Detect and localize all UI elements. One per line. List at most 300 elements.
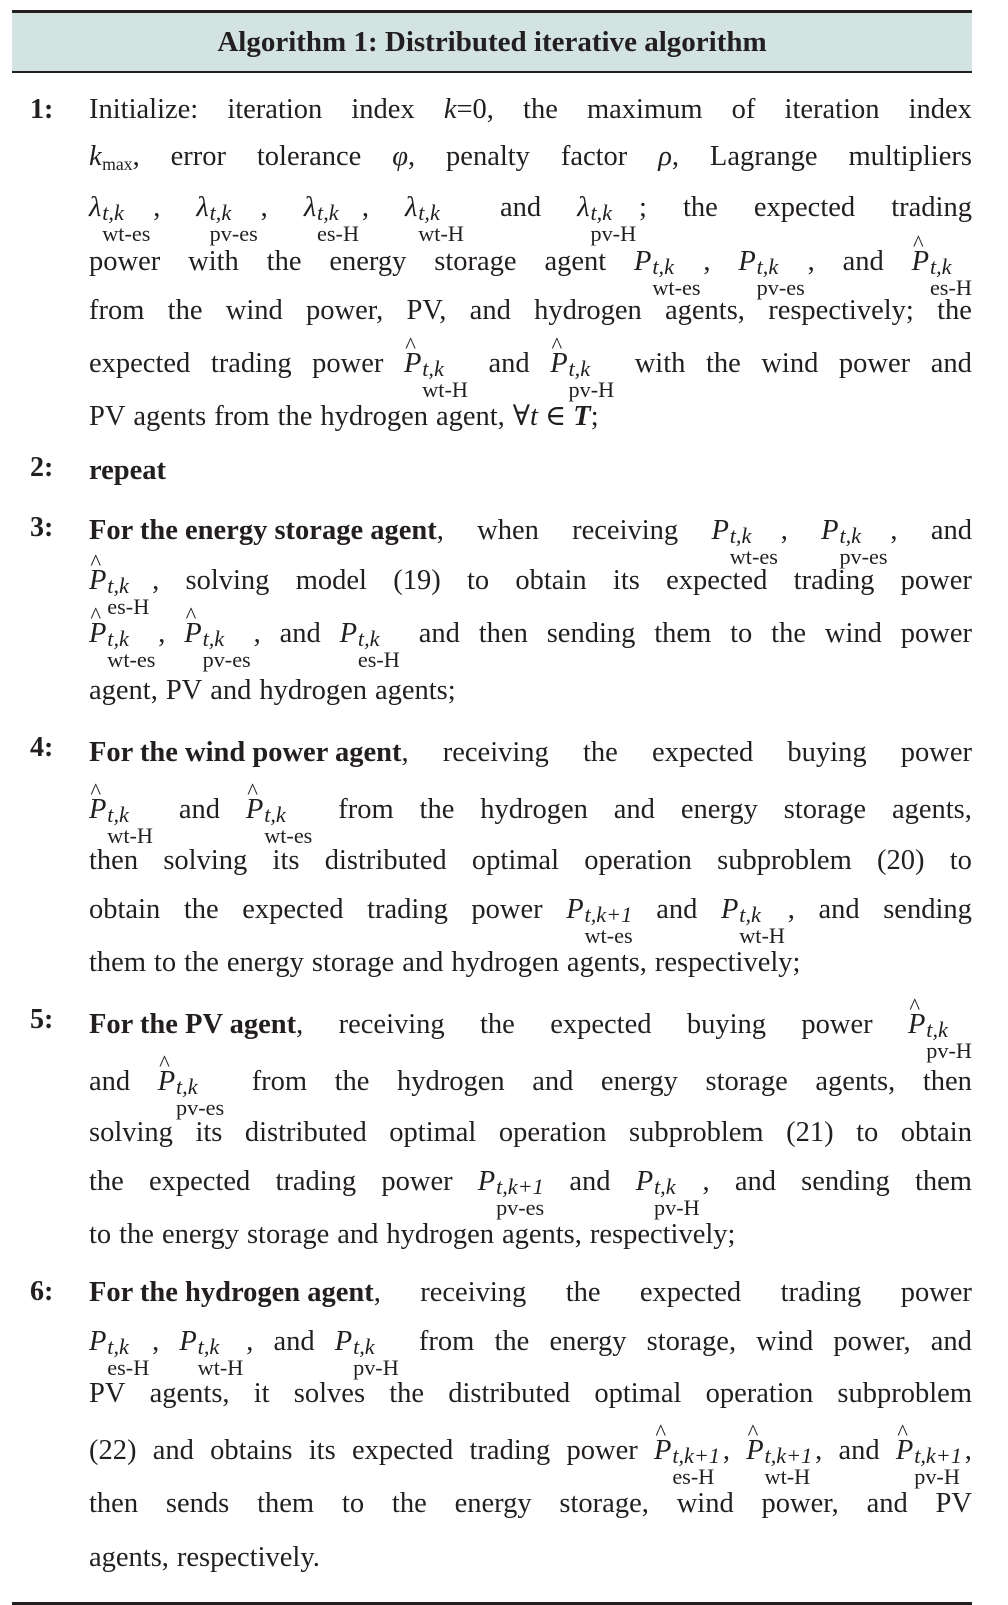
text-line — [89, 1156, 972, 1221]
sub-superscript — [568, 356, 615, 403]
text-line — [89, 1528, 972, 1588]
subscript: wt-es — [264, 823, 313, 849]
word: k=0, — [443, 94, 494, 125]
word: expected — [639, 1277, 742, 1308]
sub-superscript — [929, 254, 972, 301]
word: power — [801, 1009, 873, 1040]
sub-superscript — [202, 626, 251, 673]
superscript: t,k — [107, 573, 129, 598]
punctuation: , — [246, 1326, 254, 1357]
subscript: wt-es — [729, 544, 778, 570]
sub-superscript — [107, 802, 153, 849]
word: hydrogen — [451, 947, 559, 978]
text-line — [89, 288, 972, 334]
p-hat-symbol: ^ P — [912, 236, 929, 288]
sub-superscript — [926, 1017, 972, 1064]
word: agents, — [891, 794, 972, 825]
word: expected — [351, 1435, 454, 1466]
word: PV — [165, 675, 203, 706]
subscript: wt-es — [652, 275, 701, 301]
sub-superscript — [264, 802, 313, 849]
italic-t: t — [529, 401, 538, 432]
word: its — [272, 845, 300, 876]
step-number: 6: — [30, 1276, 54, 1307]
text-line — [89, 1480, 972, 1528]
word: from — [214, 401, 270, 432]
word: the — [183, 894, 219, 925]
word: Initialize: — [89, 94, 199, 125]
word: PV — [89, 401, 126, 432]
word: optimal — [594, 1378, 682, 1409]
subscript: wt-H — [422, 377, 468, 403]
punctuation: , — [260, 192, 268, 223]
word: distributed — [324, 845, 447, 876]
word: to — [153, 947, 177, 978]
bold-heading: For the hydrogen agent — [89, 1277, 374, 1308]
sub-superscript — [418, 200, 464, 247]
word: power — [900, 737, 972, 768]
word: operation — [705, 1378, 814, 1409]
word: power — [566, 1435, 638, 1466]
word: (20) — [877, 845, 925, 876]
word: and — [838, 1435, 880, 1466]
subscript: es-H — [107, 1355, 150, 1381]
text-line — [89, 724, 972, 781]
subscript: pv-H — [914, 1464, 960, 1490]
superscript: t,k+1 — [914, 1443, 962, 1468]
sub-superscript — [672, 1443, 721, 1490]
word: solving — [185, 565, 270, 596]
word: power — [900, 1277, 972, 1308]
math-symbol — [403, 334, 468, 403]
subscript: es-H — [317, 221, 359, 247]
word: obtain — [89, 894, 161, 925]
p-hat-symbol: ^ P — [158, 1054, 175, 1110]
math-symbol — [654, 1422, 730, 1490]
word: (19) — [393, 565, 441, 596]
word: and — [337, 1219, 379, 1250]
sub-superscript — [756, 254, 805, 301]
p-symbol: P — [711, 515, 729, 546]
subscript: wt-H — [764, 1464, 811, 1490]
word: agent — [544, 246, 607, 277]
punctuation: , — [153, 192, 161, 223]
word: buying — [787, 737, 867, 768]
word: and — [488, 348, 530, 379]
punctuation: , — [780, 515, 788, 546]
word: the — [523, 94, 558, 125]
word: them — [257, 1488, 315, 1519]
word: the — [480, 1009, 515, 1040]
p-symbol: P — [179, 1326, 197, 1357]
punctuation: , — [890, 515, 898, 546]
p-symbol: P — [477, 1166, 496, 1197]
sub-superscript — [739, 902, 785, 949]
sub-superscript — [197, 1334, 244, 1381]
word: agent, — [89, 675, 158, 706]
step-number: 4: — [30, 732, 54, 763]
word: the — [389, 1378, 425, 1409]
word: the — [184, 947, 219, 978]
p-hat-symbol: ^ P — [654, 1422, 671, 1480]
word: operation — [584, 845, 692, 876]
punctuation: ; — [638, 192, 647, 223]
subscript: wt-H — [739, 923, 785, 949]
word: the — [771, 618, 806, 649]
word: the — [277, 401, 313, 432]
word: and — [210, 675, 252, 706]
word: agents, — [815, 1066, 896, 1097]
agent-heading: For the hydrogen agent, — [89, 1277, 381, 1308]
word: storage, — [646, 1326, 737, 1357]
superscript: t,k+1 — [672, 1443, 721, 1468]
word: index — [351, 94, 415, 125]
p-symbol: P — [634, 246, 652, 277]
subscript: es-H — [107, 594, 150, 620]
p-symbol: P — [635, 1166, 654, 1197]
word: PV, — [406, 295, 447, 326]
subscript: pv-H — [926, 1038, 972, 1064]
sub-superscript — [654, 1174, 700, 1221]
word: power — [89, 246, 161, 277]
p-hat-symbol: ^ P — [89, 558, 106, 604]
word: (22) — [89, 1435, 137, 1466]
math-symbol — [550, 334, 615, 403]
word: power, — [761, 1488, 839, 1519]
subscript: wt-H — [197, 1355, 244, 1381]
word: its — [308, 1435, 336, 1466]
algorithm-step-4 — [12, 724, 972, 990]
word: the — [682, 192, 718, 223]
sub-superscript — [914, 1443, 962, 1490]
word: respectively; — [768, 295, 914, 326]
word: power, — [306, 295, 384, 326]
p-hat-symbol: ^ P — [89, 781, 106, 838]
bold-heading: For the energy storage agent — [89, 515, 437, 546]
word: obtain — [515, 565, 587, 596]
word: energy — [680, 794, 758, 825]
text-line — [89, 884, 972, 949]
sub-superscript — [353, 1334, 399, 1381]
italic-greek: φ — [392, 141, 409, 172]
subscript: wt-es — [107, 647, 156, 673]
math-symbol — [477, 1156, 545, 1221]
word: obtain — [900, 1117, 972, 1148]
algorithm-step-3 — [12, 504, 972, 718]
p-hat-symbol: ^ P — [896, 1422, 913, 1480]
subscript: wt-es — [584, 923, 633, 949]
word: trading — [891, 192, 972, 223]
word: respectively; — [589, 1219, 736, 1250]
word: power — [900, 618, 972, 649]
word: PV — [935, 1488, 972, 1519]
sub-superscript — [317, 200, 359, 247]
superscript: t,k — [317, 200, 339, 225]
math-symbol — [334, 1318, 399, 1381]
text-line — [89, 996, 972, 1064]
word: and — [818, 894, 860, 925]
sub-superscript — [357, 626, 400, 673]
word: expected — [242, 894, 344, 925]
algorithm-steps — [12, 73, 972, 1588]
word: distributed — [244, 1117, 367, 1148]
word: hydrogen — [320, 401, 428, 432]
math-symbol — [634, 236, 711, 301]
word: respectively. — [176, 1542, 320, 1573]
math-symbol — [895, 1422, 972, 1490]
word: trading — [275, 1166, 357, 1197]
superscript: t,k — [654, 1174, 676, 1199]
word: and — [152, 1435, 194, 1466]
sub-superscript — [496, 1174, 545, 1221]
subscript: pv-es — [496, 1195, 545, 1221]
greek-symbol: φ, — [392, 141, 416, 172]
word: error — [170, 141, 226, 172]
word: agent, — [435, 401, 505, 432]
word: energy — [549, 1326, 627, 1357]
algorithm-box — [12, 10, 972, 1605]
word: from — [418, 1326, 475, 1357]
text-line — [89, 504, 972, 570]
subscript: max — [102, 154, 133, 175]
word: and — [89, 1066, 131, 1097]
word: wind — [761, 348, 819, 379]
word: storage — [246, 1219, 330, 1250]
math-symbol — [245, 781, 313, 849]
superscript: t,k — [590, 200, 613, 225]
word: trading — [469, 1435, 551, 1466]
word: then — [89, 845, 139, 876]
subscript: pv-H — [568, 377, 615, 403]
p-hat-symbol: ^ P — [89, 604, 106, 664]
text-line — [89, 781, 972, 849]
sub-superscript — [102, 200, 151, 247]
subscript: pv-es — [202, 647, 251, 673]
math-symbol — [907, 996, 972, 1064]
punctuation: , — [361, 192, 369, 223]
word: storage — [311, 947, 395, 978]
superscript: t,k — [729, 523, 752, 548]
word: with — [634, 348, 686, 379]
word: and — [273, 1326, 315, 1357]
punctuation: , — [253, 618, 261, 649]
superscript: t,k+1 — [764, 1443, 813, 1468]
word: trading — [367, 894, 448, 925]
word: iteration — [227, 94, 323, 125]
agent-heading: For the wind power agent, — [89, 737, 409, 768]
word: and — [418, 618, 460, 649]
word: energy — [329, 246, 407, 277]
word: receiving — [572, 515, 679, 546]
word: trading — [210, 348, 292, 379]
math-symbol — [157, 1054, 225, 1121]
word: the — [89, 1166, 124, 1197]
word: then — [89, 1488, 139, 1519]
lambda-symbol: λ — [196, 192, 209, 223]
word: energy — [226, 947, 304, 978]
superscript: t,k — [209, 200, 232, 225]
bold-heading: For the wind power agent — [89, 737, 402, 768]
superscript: t,k — [926, 1017, 948, 1042]
punctuation: , — [152, 565, 160, 596]
punctuation: , — [152, 1326, 160, 1357]
p-hat-symbol: ^ P — [550, 334, 567, 394]
word: operation — [498, 1117, 607, 1148]
subscript: wt-H — [418, 221, 464, 247]
word: the — [334, 1066, 370, 1097]
superscript: t,k+1 — [584, 902, 633, 927]
lambda-symbol: λ — [89, 192, 102, 223]
word: subproblem — [717, 845, 852, 876]
p-symbol: P — [89, 1326, 107, 1357]
p-symbol: P — [720, 894, 739, 925]
word: agents — [133, 401, 207, 432]
word: its — [195, 1117, 223, 1148]
word: expected — [149, 1166, 251, 1197]
word: distributed — [448, 1378, 571, 1409]
text-line — [89, 664, 972, 718]
word: and — [930, 348, 972, 379]
punctuation: , — [787, 894, 795, 925]
word: to — [949, 845, 972, 876]
algorithm-step-5 — [12, 996, 972, 1262]
superscript: t,k — [568, 356, 591, 381]
subscript: pv-es — [756, 275, 805, 301]
superscript: t,k — [107, 802, 129, 827]
sub-superscript — [590, 200, 637, 247]
subscript: pv-es — [176, 1095, 225, 1121]
word: them — [914, 1166, 972, 1197]
p-symbol: P — [334, 1326, 353, 1357]
superscript: t,k — [418, 200, 440, 225]
word: receiving — [420, 1277, 527, 1308]
p-symbol: P — [339, 618, 358, 649]
word: the — [167, 295, 203, 326]
algorithm-step-6 — [12, 1268, 972, 1588]
p-hat-symbol: ^ P — [404, 334, 421, 394]
word: the — [937, 295, 972, 326]
word: iteration — [784, 94, 880, 125]
punctuation: , — [815, 1435, 823, 1466]
superscript: t,k — [929, 254, 952, 279]
math-symbol — [566, 884, 633, 949]
word: and — [930, 515, 972, 546]
text-line — [89, 604, 972, 673]
step-number: 2: — [30, 452, 54, 483]
word: power — [381, 1166, 453, 1197]
word: it — [253, 1378, 270, 1409]
word: the — [391, 1488, 427, 1519]
set-T: T — [573, 401, 591, 432]
p-symbol: P — [566, 894, 584, 925]
word: energy — [454, 1488, 532, 1519]
punctuation: , — [158, 618, 166, 649]
word: and — [402, 947, 444, 978]
word: receiving — [442, 737, 549, 768]
word: energy — [600, 1066, 678, 1097]
superscript: t,k — [357, 626, 380, 651]
math-symbol — [89, 180, 161, 247]
word: storage — [783, 794, 867, 825]
text-line — [89, 180, 972, 247]
word: power — [312, 348, 384, 379]
superscript: t,k — [422, 356, 444, 381]
text-line — [89, 444, 972, 498]
word: optimal — [389, 1117, 477, 1148]
math-symbol — [89, 781, 153, 849]
word: and — [532, 1066, 574, 1097]
word: solves — [293, 1378, 366, 1409]
word: power, — [833, 1326, 911, 1357]
math-symbol — [405, 180, 464, 247]
word: when — [477, 515, 539, 546]
word: and — [734, 1166, 776, 1197]
superscript: t,k — [107, 1334, 129, 1359]
repeat-keyword: repeat — [89, 455, 167, 486]
sub-superscript — [839, 523, 888, 570]
sub-superscript — [107, 573, 150, 620]
word: hydrogen — [397, 1066, 505, 1097]
word: them — [654, 618, 712, 649]
word: optimal — [471, 845, 559, 876]
agent-heading: For the PV agent, — [89, 1009, 304, 1040]
punctuation: , — [807, 246, 815, 277]
word: expected — [666, 565, 768, 596]
p-symbol: P — [821, 515, 839, 546]
word: sending — [546, 618, 636, 649]
word: and — [178, 794, 221, 825]
text-line — [89, 394, 972, 440]
math-symbol — [720, 884, 795, 949]
word: the — [565, 1277, 601, 1308]
word: the — [582, 737, 618, 768]
greek-symbol: ρ, — [658, 141, 680, 172]
word: penalty — [446, 141, 530, 172]
superscript: t,k — [264, 802, 286, 827]
word: sending — [801, 1166, 890, 1197]
math-symbol — [577, 180, 647, 247]
text-line — [89, 1268, 972, 1318]
superscript: t,k — [102, 200, 124, 225]
word: to — [89, 1219, 112, 1250]
sub-superscript — [176, 1074, 225, 1121]
word: hydrogen — [386, 1219, 494, 1250]
bold-heading: For the PV agent — [89, 1009, 297, 1040]
subscript: wt-es — [102, 221, 151, 247]
algorithm-step-2 — [12, 444, 972, 498]
word: tolerance — [256, 141, 362, 172]
word: power — [471, 894, 543, 925]
word: storage — [434, 246, 517, 277]
word: the — [494, 1326, 530, 1357]
superscript: t,k — [107, 626, 129, 651]
word: from — [251, 1066, 308, 1097]
word: of — [731, 94, 756, 125]
math-symbol — [821, 504, 898, 570]
word: expected — [651, 737, 754, 768]
word: power — [838, 348, 911, 379]
word: and — [656, 894, 698, 925]
subscript: es-H — [672, 1464, 715, 1490]
word: and — [866, 1488, 908, 1519]
subscript: es-H — [929, 275, 972, 301]
word: hydrogen — [534, 295, 642, 326]
superscript: t,k — [176, 1074, 198, 1099]
superscript: t,k — [353, 1334, 375, 1359]
subscript: es-H — [357, 647, 400, 673]
word: wind — [676, 1488, 734, 1519]
word: sends — [165, 1488, 230, 1519]
